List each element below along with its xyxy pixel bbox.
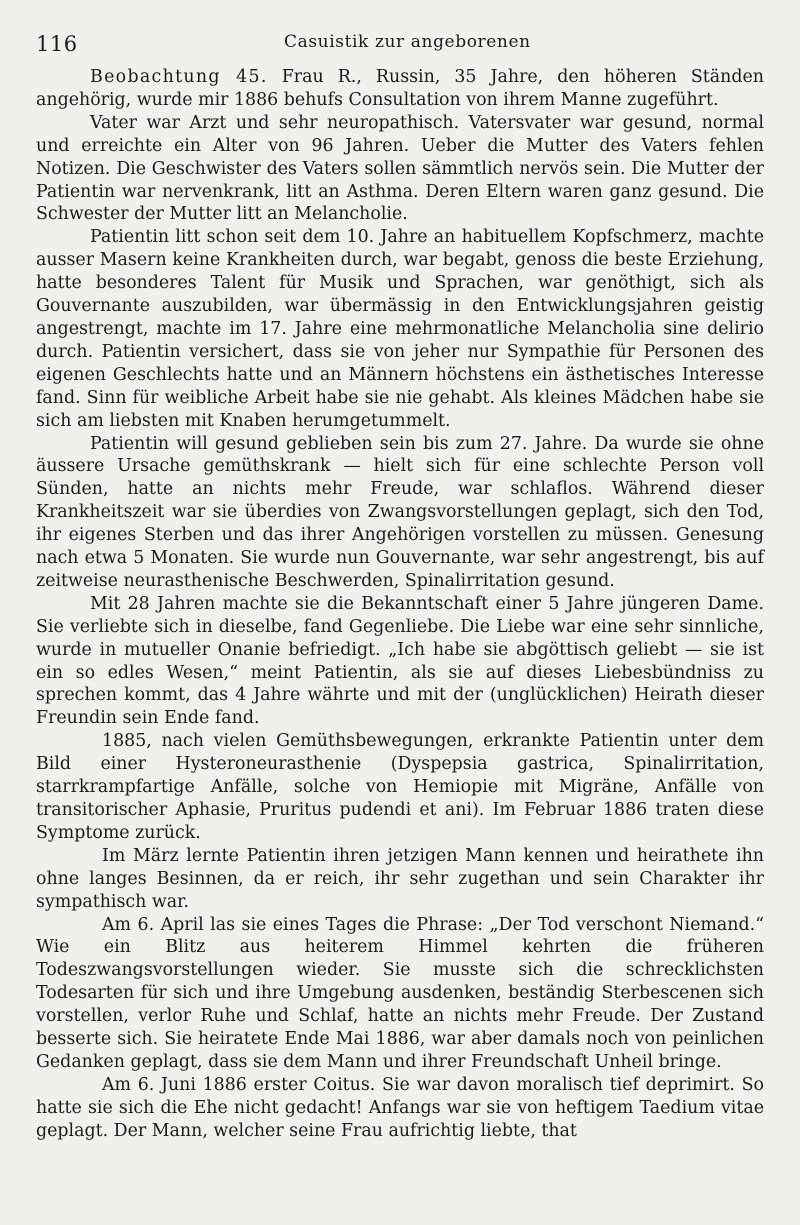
page-number: 116 [36, 32, 78, 56]
paragraph-8: Am 6. April las sie eines Tages die Phrase: „Der Tod verschont Niemand.“ Wie ein Blitz aus heiterem Himmel kehrten die früheren Todeszwangsvorstellungen wieder. Sie musste sich die schrecklichsten Todesarten für sich und ihre Umgebung ausdenken, beständig Sterbescenen sich vorstellen, verlor Ruhe und Schlaf, hatte an nichts mehr Freude. Der Zustand besserte sich. Sie heiratete Ende Mai 1886, war aber damals noch von peinlichen Gedanken geplagt, dass sie dem Mann und ihrer Freundschaft Unheil bringe. [36, 914, 764, 1072]
paragraph-4: Patientin will gesund geblieben sein bis zum 27. Jahre. Da wurde sie ohne äussere Ursache gemüthskrank — hielt sich für eine schlechte Person voll Sünden, hatte an nichts mehr Freude, war schlaflos. Während dieser Krankheitszeit war sie überdies von Zwangsvorstellungen geplagt, sich den Tod, ihr eigenes Sterben und das ihrer Angehörigen vorstellen zu müssen. Genesung nach etwa 5 Monaten. Sie wurde nun Gouvernante, war sehr angestrengt, bis auf zeitweise neurasthenische Beschwerden, Spinalirritation gesund. [36, 433, 764, 591]
paragraph-1-text: Frau R., Russin, 35 Jahre, den höheren Ständen angehörig, wurde mir 1886 behufs Consultation von ihrem Manne zugeführt. [36, 67, 764, 110]
paragraph-5: Mit 28 Jahren machte sie die Bekanntschaft einer 5 Jahre jüngeren Dame. Sie verliebte sich in dieselbe, fand Gegenliebe. Die Liebe war eine sehr sinnliche, wurde in mutueller Onanie befriedigt. „Ich habe sie abgöttisch geliebt — sie ist ein so edles Wesen,“ meint Patientin, als sie auf dieses Liebesbündniss zu sprechen kommt, das 4 Jahre währte und mit der (unglücklichen) Heirath dieser Freundin sein Ende fand. [36, 593, 764, 729]
body-text [36, 66, 764, 1143]
running-title: Casuistik zur angeborenen [284, 32, 531, 52]
paragraph-6: 1885, nach vielen Gemüthsbewegungen, erkrankte Patientin unter dem Bild einer Hysteroneurasthenie (Dyspepsia gastrica, Spinalirritation, starrkrampfartige Anfälle, solche von Hemiopie mit Migräne, Anfälle von transitorischer Aphasie, Pruritus pudendi et ani). Im Februar 1886 traten diese Symptome zurück. [36, 731, 764, 843]
paragraph-7: Im März lernte Patientin ihren jetzigen Mann kennen und heirathete ihn ohne langes Besinnen, da er reich, ihr sehr zugethan und sein Charakter ihr sympathisch war. [36, 845, 764, 912]
running-head [36, 32, 764, 62]
paragraph-9: Am 6. Juni 1886 erster Coitus. Sie war davon moralisch tief deprimirt. So hatte sie sich die Ehe nicht gedacht! Anfangs war sie von heftigem Taedium vitae geplagt. Der Mann, welcher seine Frau aufrichtig liebte, that [36, 1074, 764, 1141]
observation-heading: Beobachtung 45. [90, 67, 268, 87]
paragraph-2: Vater war Arzt und sehr neuropathisch. Vatersvater war gesund, normal und erreichte ein Alter von 96 Jahren. Ueber die Mutter des Vaters fehlen Notizen. Die Geschwister des Vaters sollen sämmtlich nervös sein. Die Mutter der Patientin war nervenkrank, litt an Asthma. Deren Eltern waren ganz gesund. Die Schwester der Mutter litt an Melancholie. [36, 112, 764, 225]
paragraph-3: Patientin litt schon seit dem 10. Jahre an habituellem Kopfschmerz, machte ausser Masern keine Krankheiten durch, war begabt, genoss die beste Erziehung, hatte besonderes Talent für Musik und Sprachen, war genöthigt, sich als Gouvernante auszubilden, war übermässig in den Entwicklungsjahren geistig angestrengt, machte im 17. Jahre eine mehrmonatliche Melancholia sine delirio durch. Patientin versichert, dass sie von jeher nur Sympathie für Personen des eigenen Geschlechts hatte und an Männern höchstens ein ästhetisches Interesse fand. Sinn für weibliche Arbeit habe sie nie gehabt. Als kleines Mädchen habe sie sich am liebsten mit Knaben herumgetummelt. [36, 227, 764, 431]
paragraph-1 [36, 66, 764, 112]
